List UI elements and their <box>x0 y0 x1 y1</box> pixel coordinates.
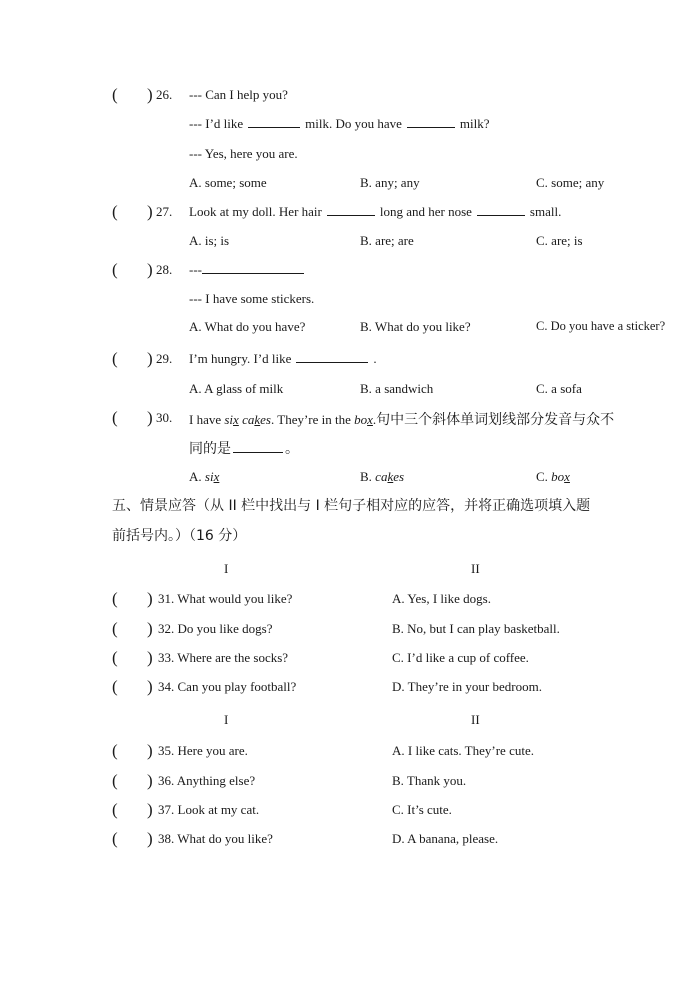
dialogue-line <box>189 262 309 278</box>
italic-word-six <box>224 412 271 427</box>
answer-paren-open[interactable]: ( <box>112 589 118 608</box>
match-question: 35. Here you are. <box>158 743 248 758</box>
answer-paren-open[interactable]: ( <box>112 85 118 104</box>
fill-blank[interactable] <box>327 204 375 216</box>
match-answer: D. A banana, please. <box>392 831 499 846</box>
answer-paren-open[interactable]: ( <box>112 260 118 279</box>
option-a: A. A glass of milk <box>189 381 284 396</box>
dialogue-line: --- Yes, here you are. <box>189 146 298 161</box>
answer-paren-open[interactable]: ( <box>112 408 118 427</box>
text: --- <box>189 262 202 277</box>
underlined-letter: x <box>564 469 570 484</box>
fill-blank[interactable] <box>202 262 304 274</box>
option-a: A. What do you have? <box>189 319 306 334</box>
match-question: 37. Look at my cat. <box>158 802 260 817</box>
answer-paren-close[interactable]: ) <box>147 741 153 760</box>
text: milk? <box>459 116 490 131</box>
match-question: 31. What would you like? <box>158 591 293 606</box>
answer-paren-open[interactable]: ( <box>112 800 118 819</box>
dialogue-line: --- Can I help you? <box>189 87 288 102</box>
text: I’m hungry. I’d like <box>189 351 292 366</box>
section-title-line2: 前括号内。）（16 分） <box>112 528 247 544</box>
option-b: B. are; are <box>360 233 414 248</box>
match-answer: A. I like cats. They’re cute. <box>392 743 534 758</box>
question-number: 27. <box>156 204 173 219</box>
option-letter: B. <box>360 469 376 484</box>
match-answer: A. Yes, I like dogs. <box>392 591 491 606</box>
answer-paren-close[interactable]: ) <box>147 202 153 221</box>
text: I have <box>189 412 225 427</box>
option-c: C. are; is <box>536 233 583 248</box>
answer-paren-close[interactable]: ) <box>147 85 153 104</box>
column-header-ii: II <box>471 712 480 727</box>
text: Look at my doll. Her hair <box>189 204 322 219</box>
underlined-letter: x <box>233 412 239 427</box>
word-part: bo <box>551 469 565 484</box>
question-number: 26. <box>156 87 173 102</box>
question-text-line2 <box>189 438 299 458</box>
answer-paren-close[interactable]: ) <box>147 648 153 667</box>
option-c: C. a sofa <box>536 381 582 396</box>
answer-paren-close[interactable]: ) <box>147 771 153 790</box>
option-letter: A. <box>189 469 205 484</box>
column-header-i: I <box>224 561 229 576</box>
answer-paren-close[interactable]: ) <box>147 260 153 279</box>
word-part: si <box>204 469 214 484</box>
option-c: C. some; any <box>536 175 605 190</box>
answer-paren-close[interactable]: ) <box>147 677 153 696</box>
fill-blank[interactable] <box>296 351 368 363</box>
instruction-text: 句中三个斜体单词划线部分发音与众不 <box>376 412 615 428</box>
word-part: es <box>393 469 405 484</box>
dialogue-line <box>189 116 490 132</box>
answer-paren-open[interactable]: ( <box>112 741 118 760</box>
instruction-text: 同的是 <box>189 441 231 457</box>
word-part: es <box>260 412 271 427</box>
option-a: A. is; is <box>189 233 230 248</box>
answer-paren-close[interactable]: ) <box>147 349 153 368</box>
option-b: B. a sandwich <box>360 381 434 396</box>
answer-paren-close[interactable]: ) <box>147 800 153 819</box>
word-part: si <box>224 412 234 427</box>
match-answer: D. They’re in your bedroom. <box>392 679 542 694</box>
answer-paren-open[interactable]: ( <box>112 677 118 696</box>
word-part: ca <box>238 412 255 427</box>
answer-paren-close[interactable]: ) <box>147 408 153 427</box>
text: . They’re in the <box>270 412 355 427</box>
underlined-letter: k <box>387 469 394 484</box>
text: --- I’d like <box>189 116 244 131</box>
match-question: 32. Do you like dogs? <box>158 621 273 636</box>
answer-paren-close[interactable]: ) <box>147 829 153 848</box>
question-number: 28. <box>156 262 173 277</box>
word-part: ca <box>375 469 388 484</box>
question-number: 30. <box>156 410 173 425</box>
answer-paren-open[interactable]: ( <box>112 771 118 790</box>
column-header-i: I <box>224 712 229 727</box>
question-text <box>189 351 377 367</box>
option-letter: C. <box>536 469 552 484</box>
match-answer: C. It’s cute. <box>392 802 452 817</box>
match-answer: B. Thank you. <box>392 773 467 788</box>
answer-paren-open[interactable]: ( <box>112 829 118 848</box>
match-question: 36. Anything else? <box>158 773 256 788</box>
text: . <box>373 351 377 366</box>
question-text <box>189 204 561 220</box>
column-header-ii: II <box>471 561 480 576</box>
underlined-letter: x <box>367 412 373 427</box>
answer-paren-open[interactable]: ( <box>112 349 118 368</box>
answer-paren-close[interactable]: ) <box>147 619 153 638</box>
text: long and her nose <box>379 204 472 219</box>
match-question: 33. Where are the socks? <box>158 650 289 665</box>
underlined-letter: x <box>213 469 220 484</box>
underlined-letter: k <box>254 412 261 427</box>
match-answer: C. I’d like a cup of coffee. <box>392 650 529 665</box>
option-a <box>189 469 219 485</box>
fill-blank[interactable] <box>477 204 525 216</box>
answer-paren-open[interactable]: ( <box>112 619 118 638</box>
match-question: 38. What do you like? <box>158 831 273 846</box>
fill-blank[interactable] <box>233 441 283 453</box>
answer-paren-open[interactable]: ( <box>112 648 118 667</box>
answer-paren-close[interactable]: ) <box>147 589 153 608</box>
section-title: 五、情景应答（从 II 栏中找出与 I 栏句子相对应的应答，并将正确选项填入题 <box>112 498 591 514</box>
match-question: 34. Can you play football? <box>158 679 297 694</box>
answer-paren-open[interactable]: ( <box>112 202 118 221</box>
question-text <box>189 409 614 429</box>
italic-word-box <box>354 412 373 427</box>
text: small. <box>529 204 562 219</box>
option-b: B. any; any <box>360 175 420 190</box>
text: . <box>372 412 377 427</box>
option-a: A. some; some <box>189 175 267 190</box>
match-answer: B. No, but I can play basketball. <box>392 621 560 636</box>
option-b <box>360 469 404 485</box>
word-part: bo <box>354 412 368 427</box>
option-c <box>536 469 570 485</box>
fill-blank[interactable] <box>248 116 300 128</box>
text: milk. Do you have <box>305 116 402 131</box>
fill-blank[interactable] <box>407 116 455 128</box>
question-number: 29. <box>156 351 173 366</box>
option-c: C. Do you have a sticker? <box>536 319 666 333</box>
instruction-text: 。 <box>285 441 299 457</box>
option-b: B. What do you like? <box>360 319 471 334</box>
dialogue-line: --- I have some stickers. <box>189 291 315 306</box>
